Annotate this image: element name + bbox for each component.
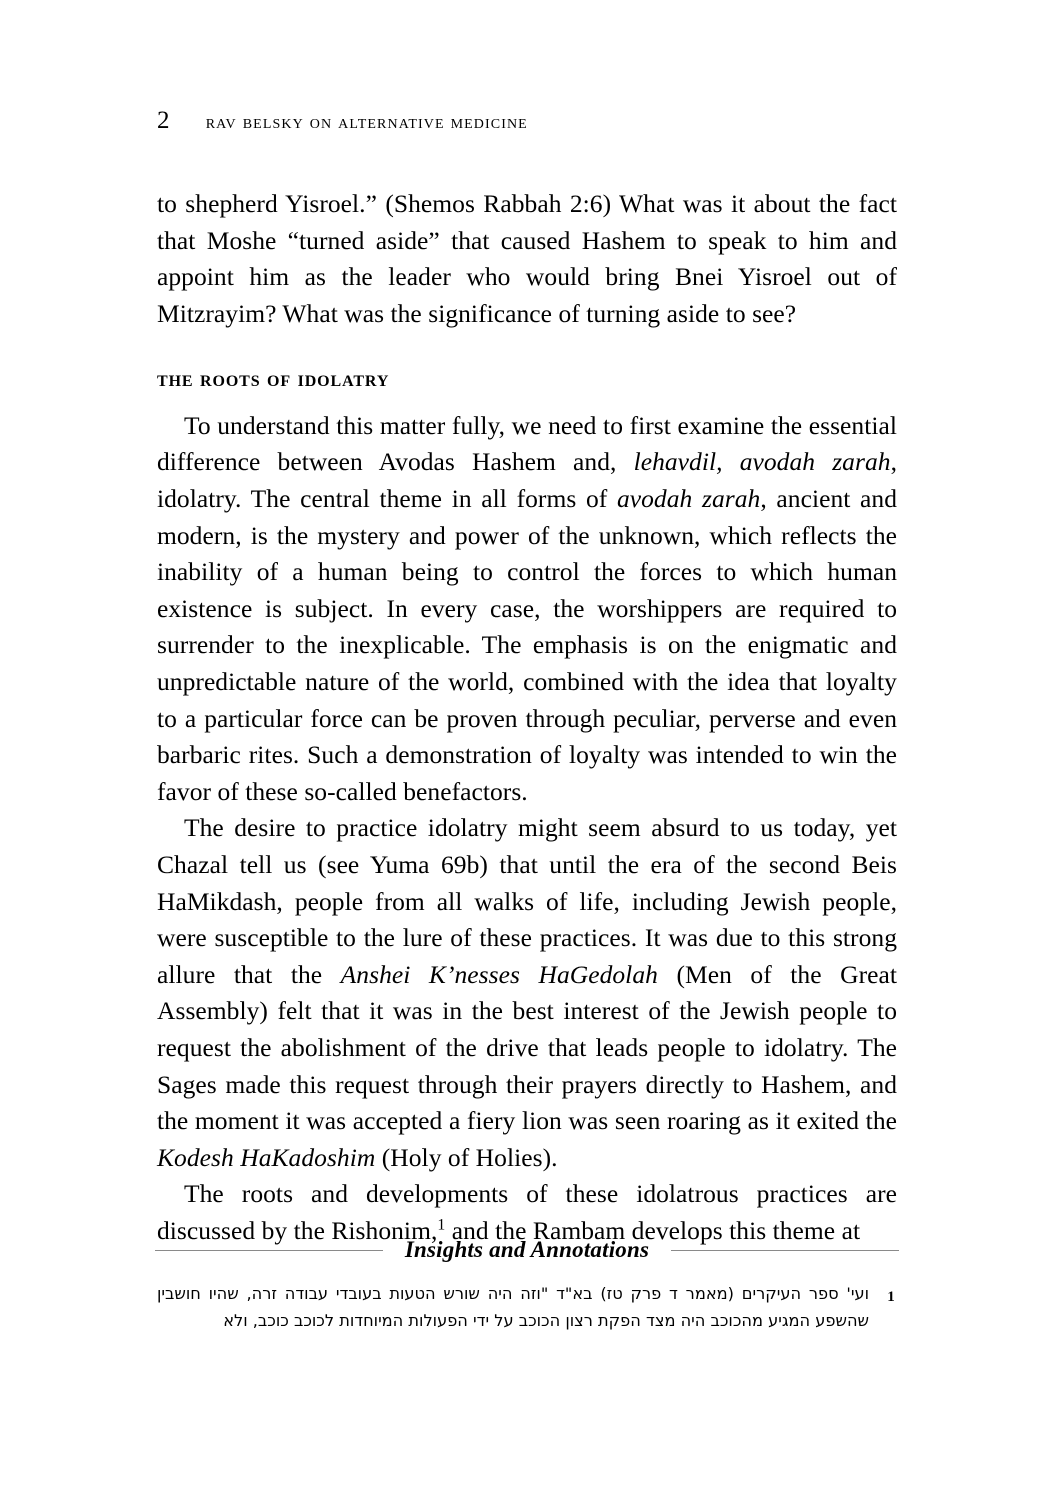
running-head-title: rav belsky on alternative medicine (205, 112, 528, 133)
paragraph-3-italic-term-2: Kodesh HaKadoshim (157, 1142, 376, 1172)
footnote-section-label: Insights and Annotations (404, 1237, 650, 1262)
paragraph-2-italic-term-1: lehavdil, avodah zarah (633, 447, 891, 477)
paragraph-3-italic-term-1: Anshei K’nesses HaGedolah (340, 959, 658, 989)
running-head (157, 108, 897, 133)
paragraph-2 (157, 408, 897, 811)
spacer-before-heading (157, 332, 897, 368)
footnote-list (157, 1280, 897, 1334)
footnote-reference-marker[interactable]: 1 (437, 1216, 446, 1234)
footnote-entry (157, 1280, 897, 1334)
spacer-after-heading (157, 391, 897, 408)
footnote-rule-right (671, 1250, 899, 1251)
paragraph-2-italic-term-2: avodah zarah (616, 484, 761, 514)
paragraph-3-segment-3: (Holy of Holies). (375, 1142, 558, 1172)
paragraph-2-segment-1: To understand this matter fully, we need to first examine the essential difference between Avodas Hashem and, (157, 410, 897, 477)
paragraph-3 (157, 810, 897, 1176)
paragraph-2-segment-3: , ancient and modern, is the mystery and power of the unknown, which reflects the inability of a human being to control the forces to which human existence is subject. In every case, the worshippers are required to surrender to the inexplicable. The emphasis is on the enigmatic and unpredictable nature of the world, combined with the idea that loyalty to a particular force can be proven through peculiar, perverse and even barbaric rites. Such a demonstration of loyalty was intended to win the favor of these so-called benefactors. (157, 484, 897, 806)
paragraph-3-segment-2: (Men of the Great Assembly) felt that it was in the best interest of the Jewish people to request the abolishment of the drive that leads people to idolatry. The Sages made this request through their prayers directly to Hashem, and the moment it was accepted a fiery lion was seen roaring as it exited the (157, 959, 897, 1136)
paragraph-3-segment-1: The desire to practice idolatry might seem absurd to us today, yet Chazal tell us (see Yuma 69b) that until the era of the second Beis HaMikdash, people from all walks of life, including Jewish people, were susceptible to the lure of these practices. It was due to this strong allure that the (157, 813, 897, 989)
body-text-block (157, 186, 897, 1250)
footnote-number: 1 (887, 1289, 895, 1305)
paragraph-2-segment-2: , idolatry. The central theme in all forms of (157, 447, 897, 514)
paragraph-4-segment-1: The roots and developments of these idolatrous practices are discussed by the Rishonim, (157, 1179, 897, 1245)
section-heading: the roots of idolatry (157, 366, 390, 392)
page-number: 2 (157, 107, 170, 134)
paragraph-4-segment-2: and the Rambam develops this theme at (445, 1215, 861, 1245)
footnote-rule-left (155, 1250, 383, 1251)
footnote-divider (157, 1236, 897, 1264)
paragraph-continuation (157, 186, 897, 332)
footnote-text: ועי' ספר העיקרים (מאמר ד פרק טז) בא"ד "וזה היה שורש הטעות בעובדי עבודה זרה, שהיו חושבין שהשפע המגיע מהכוכב היה מצד הפקת רצון הכוכב על ידי הפעולות המיוחדות לכוכב כוכב, ולא (157, 1284, 869, 1330)
footnote-area (157, 1236, 897, 1334)
paragraph-1-text: to shepherd Yisroel.” (Shemos Rabbah 2:6) What was it about the fact that Moshe “turned aside” that caused Hashem to speak to him and appoint him as the leader who would bring Bnei Yisroel out of Mitzrayim? What was the significance of turning aside to see? (157, 189, 897, 328)
